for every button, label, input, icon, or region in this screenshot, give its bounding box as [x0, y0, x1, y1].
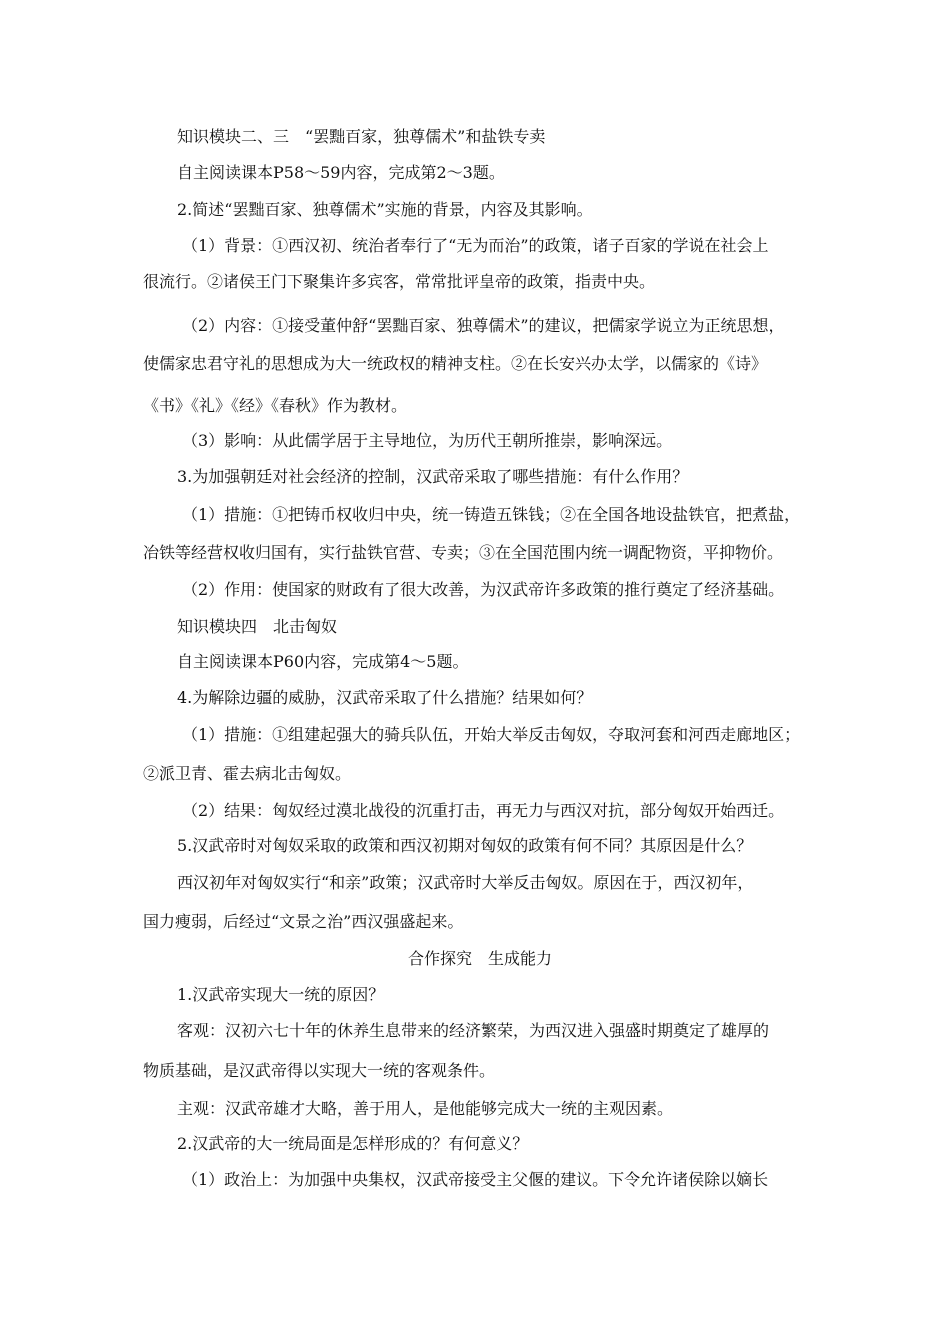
- q4-result: （2）结果：匈奴经过漠北战役的沉重打击，再无力与西汉对抗，部分匈奴开始西迁。: [182, 801, 785, 820]
- q2-impact: （3）影响：从此儒学居于主导地位，为历代王朝所推崇，影响深远。: [182, 431, 673, 450]
- q3-measure-line1: （1）措施：①把铸币权收归中央，统一铸造五铢钱；②在全国各地设盐铁官，把煮盐，: [182, 505, 801, 524]
- q5-answer-line2: 国力瘦弱，后经过“文景之治”西汉强盛起来。: [143, 912, 464, 931]
- q2-background-line2: 很流行。②诸侯王门下聚集许多宾客，常常批评皇帝的政策，指责中央。: [143, 272, 656, 291]
- q5-answer-line1: 西汉初年对匈奴实行“和亲”政策；汉武帝时大举反击匈奴。原因在于，西汉初年，: [177, 873, 754, 892]
- coop-q1-objective-line1: 客观：汉初六七十年的休养生息带来的经济繁荣，为西汉进入强盛时期奠定了雄厚的: [177, 1021, 770, 1040]
- coop-q1-objective-line2: 物质基础，是汉武帝得以实现大一统的客观条件。: [143, 1061, 496, 1080]
- q4-measure-line1: （1）措施：①组建起强大的骑兵队伍，开始大举反击匈奴，夺取河套和河西走廊地区；: [182, 725, 801, 744]
- q3-question: 3.为加强朝廷对社会经济的控制，汉武帝采取了哪些措施：有什么作用？: [177, 467, 689, 486]
- coop-q2-political-line1: （1）政治上：为加强中央集权，汉武帝接受主父偃的建议。下令允许诸侯除以嫡长: [182, 1170, 769, 1189]
- coop-q2-question: 2.汉武帝的大一统局面是怎样形成的？有何意义？: [177, 1134, 529, 1153]
- q2-background-line1: （1）背景：①西汉初、统治者奉行了“无为而治”的政策，诸子百家的学说在社会上: [182, 236, 769, 255]
- module4-heading: 知识模块四 北击匈奴: [177, 617, 338, 636]
- q2-question: 2.简述“罢黜百家、独尊儒术”实施的背景，内容及其影响。: [177, 200, 593, 219]
- q3-measure-line2: 冶铁等经营权收归国有，实行盐铁官营、专卖；③在全国范围内统一调配物资，平抑物价。: [143, 543, 784, 562]
- q4-question: 4.为解除边疆的威胁，汉武帝采取了什么措施？结果如何？: [177, 688, 593, 707]
- q4-measure-line2: ②派卫青、霍去病北击匈奴。: [143, 764, 352, 783]
- q2-content-line3: 《书》《礼》《经》《春秋》作为教材。: [143, 396, 408, 415]
- q3-effect: （2）作用：使国家的财政有了很大改善，为汉武帝许多政策的推行奠定了经济基础。: [182, 580, 785, 599]
- q2-content-line2: 使儒家忠君守礼的思想成为大一统政权的精神支柱。②在长安兴办太学，以儒家的《诗》: [143, 354, 768, 373]
- module4-instruction: 自主阅读课本P60内容，完成第4～5题。: [177, 652, 469, 671]
- cooperative-title: 合作探究 生成能力: [407, 949, 552, 968]
- coop-q1-subjective: 主观：汉武帝雄才大略，善于用人，是他能够完成大一统的主观因素。: [177, 1099, 674, 1118]
- coop-q1-question: 1.汉武帝实现大一统的原因？: [177, 985, 385, 1004]
- module23-heading: 知识模块二、三 “罢黜百家，独尊儒术”和盐铁专卖: [177, 127, 546, 146]
- q2-content-line1: （2）内容：①接受董仲舒“罢黜百家、独尊儒术”的建议，把儒家学说立为正统思想，: [182, 316, 785, 335]
- q5-question: 5.汉武帝时对匈奴采取的政策和西汉初期对匈奴的政策有何不同？其原因是什么？: [177, 836, 753, 855]
- module23-instruction: 自主阅读课本P58～59内容，完成第2～3题。: [177, 163, 505, 182]
